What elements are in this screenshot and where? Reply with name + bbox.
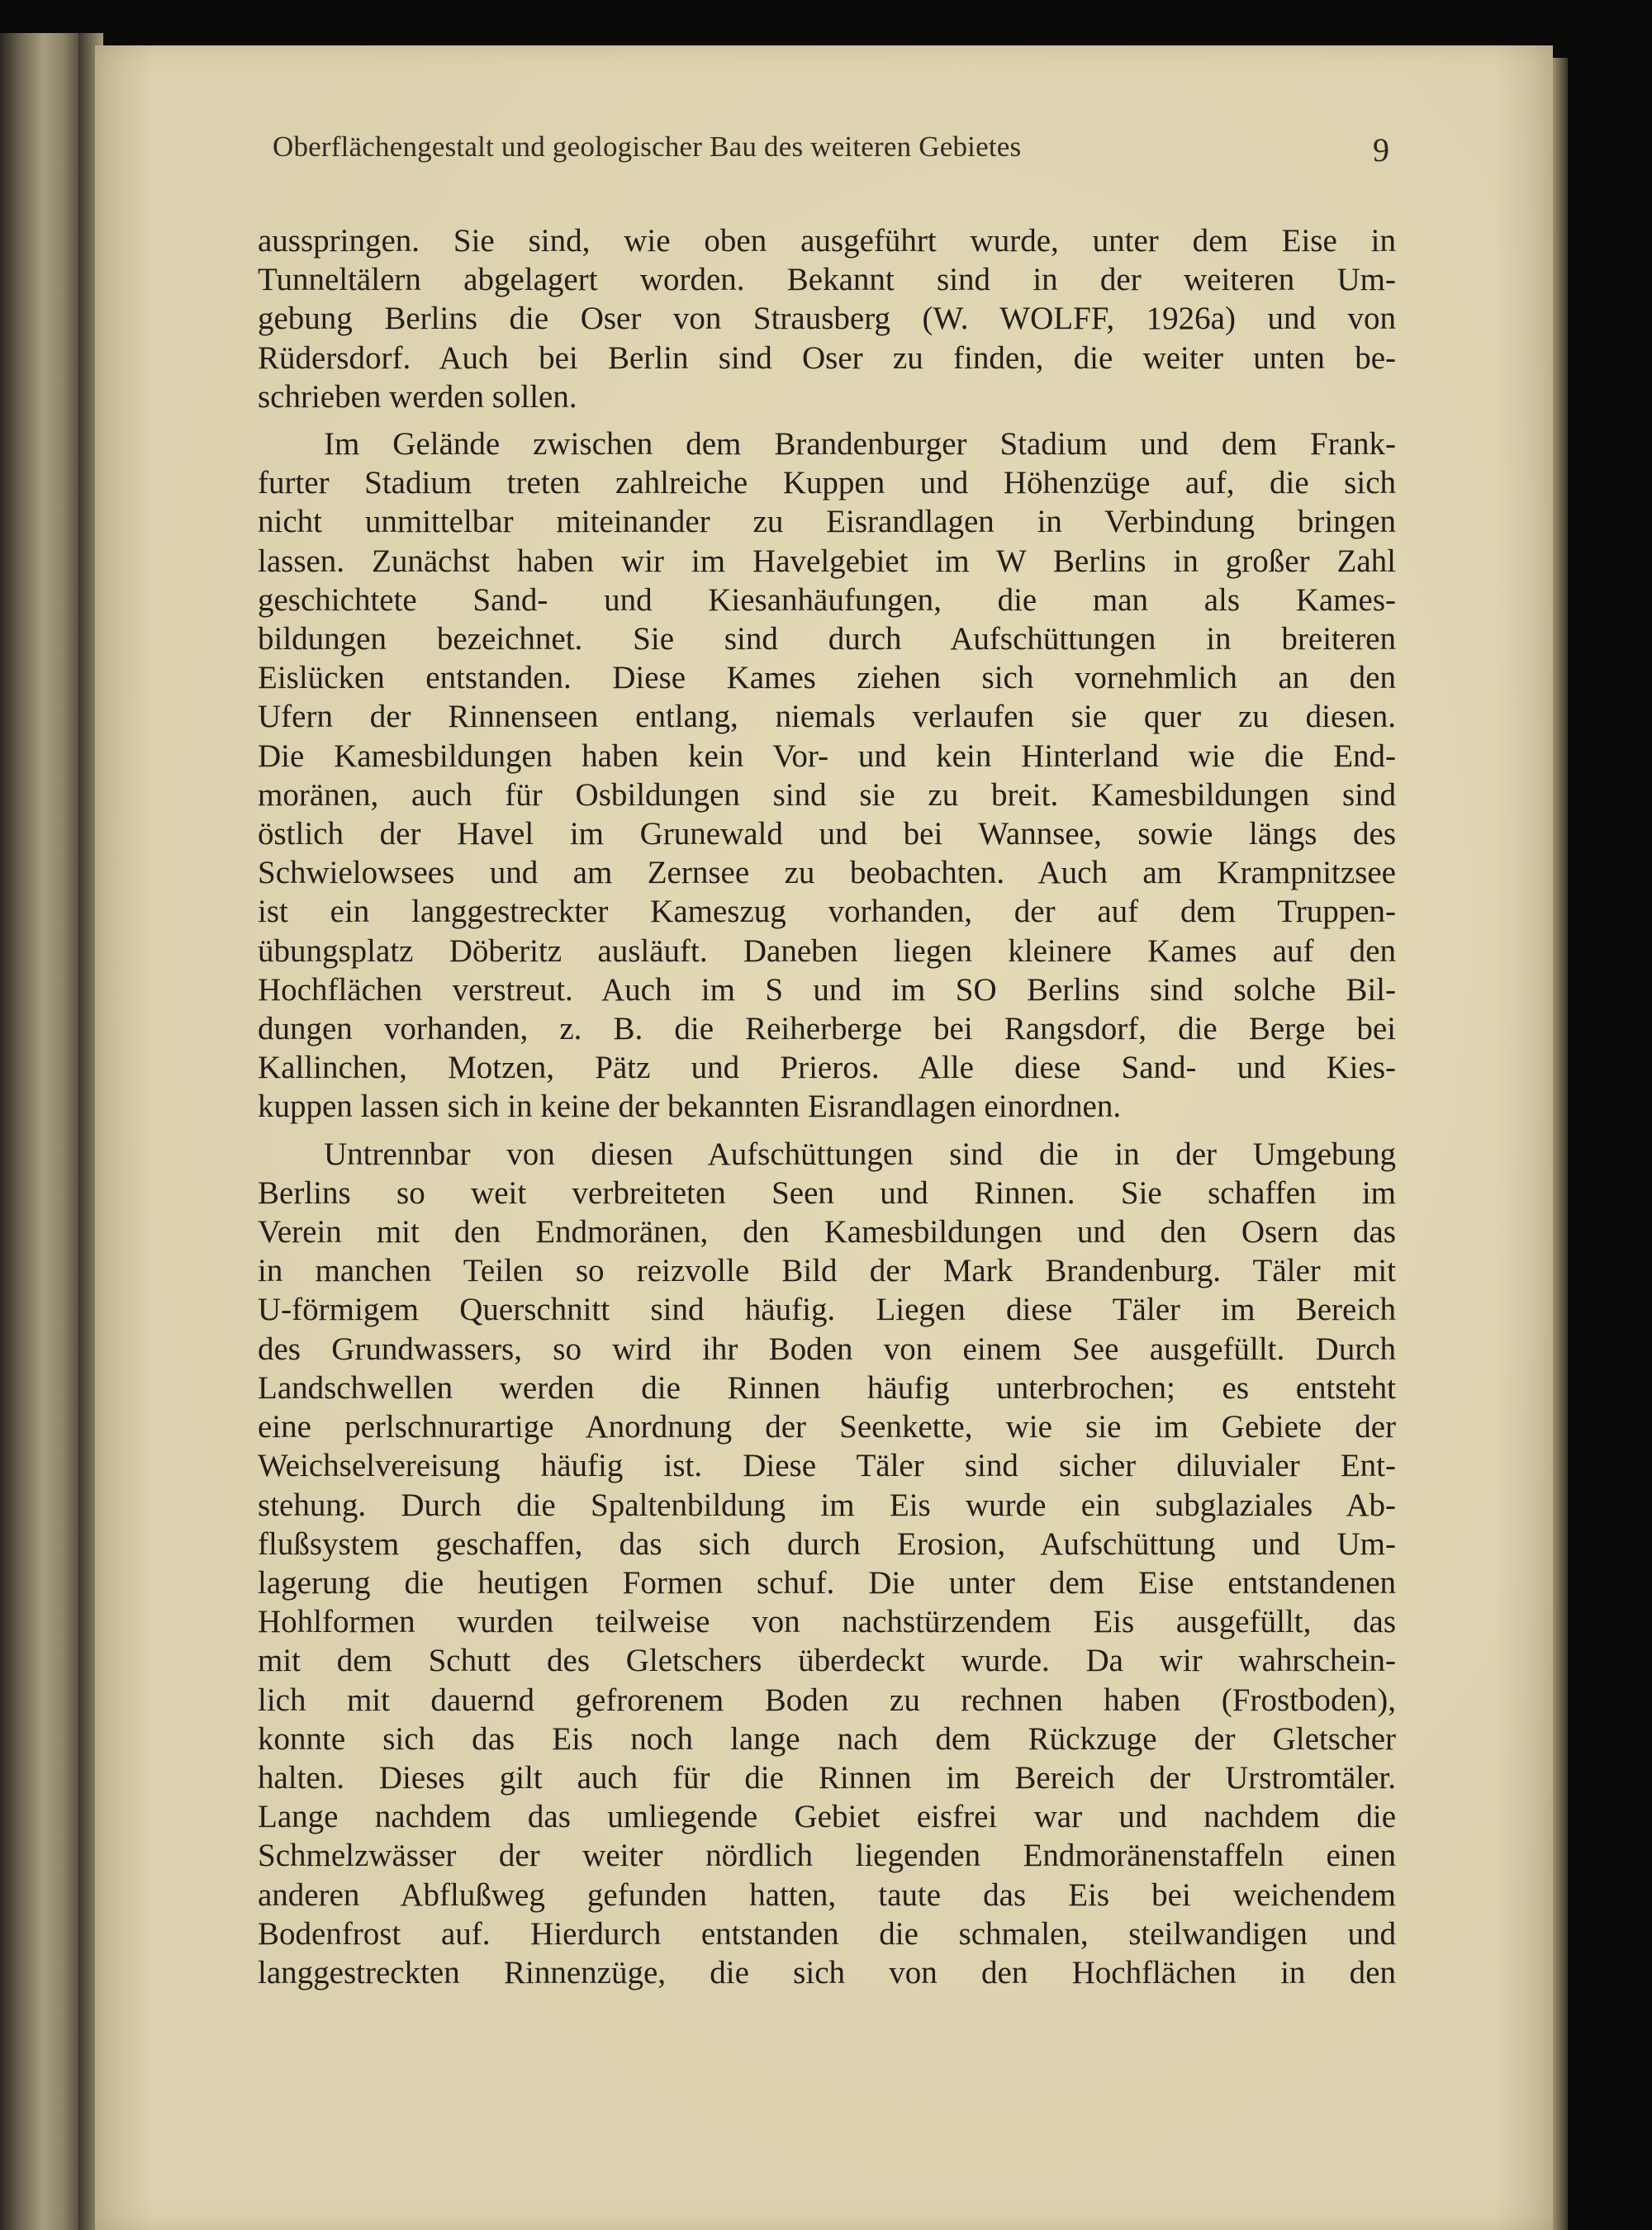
body-text [258,221,1396,1992]
text-line: Ufern der Rinnenseen entlang, niemals verlaufen sie quer zu diesen. [258,699,1396,735]
text-line: dungen vorhanden, z. B. die Reiherberge bei Rangsdorf, die Berge bei [258,1011,1396,1047]
text-line: in manchen Teilen so reizvolle Bild der Mark Brandenburg. Täler mit [258,1253,1396,1289]
text-line: Die Kamesbildungen haben kein Vor- und kein Hinterland wie die End- [258,738,1396,774]
text-line: bildungen bezeichnet. Sie sind durch Aufschüttungen in breiteren [258,621,1396,657]
text-line: Lange nachdem das umliegende Gebiet eisfrei war und nachdem die [258,1799,1396,1835]
paragraph [258,425,1396,1127]
text-line: gebung Berlins die Oser von Strausberg (W. WOLFF, 1926a) und von [258,301,1396,337]
text-line: kuppen lassen sich in keine der bekannten Eisrandlagen einordnen. [258,1089,1122,1125]
text-line: Bodenfrost auf. Hierdurch entstanden die schmalen, steilwandigen und [258,1915,1396,1952]
text-line: eine perlschnurartige Anordnung der Seenkette, wie sie im Gebiete der [258,1409,1396,1445]
text-line: Untrennbar von diesen Aufschüttungen sind die in der Umgebung [324,1136,1396,1172]
text-line: Hochflächen verstreut. Auch im S und im SO Berlins sind solche Bil- [258,971,1396,1008]
text-line: U-förmigem Querschnitt sind häufig. Liegen diese Täler im Bereich [258,1292,1396,1328]
text-line: Rüdersdorf. Auch bei Berlin sind Oser zu finden, die weiter unten be- [258,339,1396,376]
text-line: östlich der Havel im Grunewald und bei Wannsee, sowie längs des [258,816,1396,852]
left-page-edge [0,33,78,2230]
page-number: 9 [1373,131,1389,168]
text-line: Kallinchen, Motzen, Pätz und Prieros. Alle diese Sand- und Kies- [258,1050,1396,1086]
text-line: Tunneltälern abgelagert worden. Bekannt sind in der weiteren Um- [258,262,1396,298]
text-line: Eislücken entstanden. Diese Kames ziehen sich vornehmlich an den [258,660,1396,696]
text-line: schrieben werden sollen. [258,378,577,415]
text-line: flußsystem geschaffen, das sich durch Erosion, Aufschüttung und Um- [258,1525,1396,1562]
text-line: Verein mit den Endmoränen, den Kamesbildungen und den Osern das [258,1214,1396,1250]
running-header: Oberflächengestalt und geologischer Bau des weiteren Gebietes [273,130,1022,163]
paragraph-gap [258,416,1396,425]
text-line: Weichselvereisung häufig ist. Diese Täler sind sicher diluvialer Ent- [258,1448,1396,1484]
text-line: lagerung die heutigen Formen schuf. Die unter dem Eise entstandenen [258,1564,1396,1601]
paragraph [258,221,1396,416]
text-line: ist ein langgestreckter Kameszug vorhanden, der auf dem Truppen- [258,894,1396,930]
paragraph [258,1135,1396,1992]
text-line: moränen, auch für Osbildungen sind sie zu breit. Kamesbildungen sind [258,776,1396,813]
text-line: anderen Abflußweg gefunden hatten, taute das Eis bei weichendem [258,1877,1396,1913]
text-line: konnte sich das Eis noch lange nach dem Rückzuge der Gletscher [258,1720,1396,1757]
text-line: Im Gelände zwischen dem Brandenburger Stadium und dem Frank- [324,426,1396,463]
text-line: nicht unmittelbar miteinander zu Eisrandlagen in Verbindung bringen [258,504,1396,540]
text-line: Landschwellen werden die Rinnen häufig unterbrochen; es entsteht [258,1369,1396,1406]
text-line: lassen. Zunächst haben wir im Havelgebiet im W Berlins in großer Zahl [258,543,1396,579]
text-line: ausspringen. Sie sind, wie oben ausgeführt wurde, unter dem Eise in [258,223,1396,259]
text-line: Schmelzwässer der weiter nördlich liegenden Endmoränenstaffeln einen [258,1838,1396,1874]
text-line: mit dem Schutt des Gletschers überdeckt wurde. Da wir wahrschein- [258,1643,1396,1679]
text-line: Berlins so weit verbreiteten Seen und Rinnen. Sie schaffen im [258,1174,1396,1211]
text-line: stehung. Durch die Spaltenbildung im Eis wurde ein subglaziales Ab- [258,1487,1396,1523]
text-line: langgestreckten Rinnenzüge, die sich von den Hochflächen in den [258,1954,1396,1990]
text-line: übungsplatz Döberitz ausläuft. Daneben liegen kleinere Kames auf den [258,932,1396,969]
text-line: Hohlformen wurden teilweise von nachstürzendem Eis ausgefüllt, das [258,1604,1396,1640]
text-line: lich mit dauernd gefrorenem Boden zu rechnen haben (Frostboden), [258,1682,1396,1718]
text-line: des Grundwassers, so wird ihr Boden von einem See ausgefüllt. Durch [258,1331,1396,1367]
text-line: furter Stadium treten zahlreiche Kuppen und Höhenzüge auf, die sich [258,465,1396,501]
right-page-edge [1553,58,1568,2230]
text-line: Schwielowsees und am Zernsee zu beobachten. Auch am Krampnitzsee [258,855,1396,891]
text-line: geschichtete Sand- und Kiesanhäufungen, die man als Kames- [258,581,1396,618]
text-line: halten. Dieses gilt auch für die Rinnen im Bereich der Urstromtäler. [258,1759,1396,1796]
paragraph-gap [258,1127,1396,1135]
